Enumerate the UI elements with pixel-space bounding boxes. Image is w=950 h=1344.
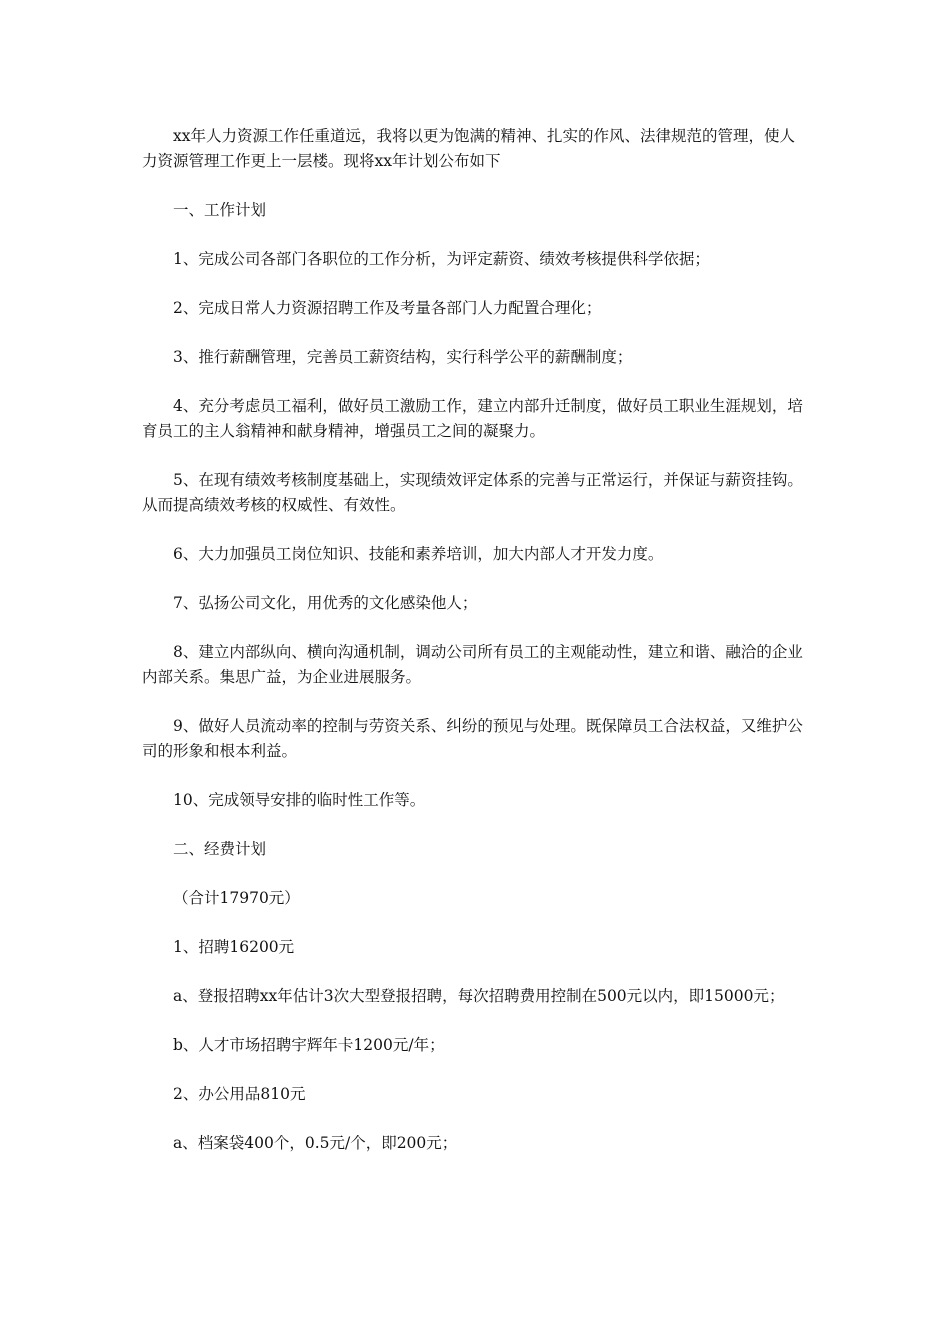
budget-subitem-file-bags: a、档案袋400个，0.5元/个，即200元； — [173, 1134, 458, 1152]
work-plan-item-9: 9、做好人员流动率的控制与劳资关系、纠纷的预见与处理。既保障员工合法权益，又维护公司的形象和根本利益。 — [142, 717, 803, 760]
work-plan-item-4: 4、充分考虑员工福利，做好员工激励工作，建立内部升迁制度，做好员工职业生涯规划，培育员工的主人翁精神和献身精神，增强员工之间的凝聚力。 — [142, 397, 803, 440]
work-plan-item-7: 7、弘扬公司文化，用优秀的文化感染他人； — [173, 594, 478, 612]
section-heading-budget-plan: 二、经费计划 — [173, 840, 267, 858]
work-plan-item-1: 1、完成公司各部门各职位的工作分析，为评定薪资、绩效考核提供科学依据； — [173, 250, 710, 268]
work-plan-item-8: 8、建立内部纵向、横向沟通机制，调动公司所有员工的主观能动性，建立和谐、融洽的企业内部关系。集思广益，为企业进展服务。 — [142, 643, 803, 686]
document-body — [142, 124, 810, 1180]
budget-item-recruitment: 1、招聘16200元 — [173, 938, 295, 956]
intro-paragraph: xx年人力资源工作任重道远，我将以更为饱满的精神、扎实的作风、法律规范的管理，使人力资源管理工作更上一层楼。现将xx年计划公布如下 — [142, 127, 795, 170]
budget-subitem-newspaper-ads: a、登报招聘xx年估计3次大型登报招聘，每次招聘费用控制在500元以内，即15000元； — [173, 987, 785, 1005]
budget-total: （合计17970元） — [173, 889, 300, 907]
work-plan-item-2: 2、完成日常人力资源招聘工作及考量各部门人力配置合理化； — [173, 299, 602, 317]
budget-item-office-supplies: 2、办公用品810元 — [173, 1085, 306, 1103]
budget-subitem-talent-market: b、人才市场招聘宇辉年卡1200元/年； — [173, 1036, 445, 1054]
work-plan-item-10: 10、完成领导安排的临时性工作等。 — [173, 791, 426, 809]
work-plan-item-5: 5、在现有绩效考核制度基础上，实现绩效评定体系的完善与正常运行，并保证与薪资挂钩。从而提高绩效考核的权威性、有效性。 — [142, 471, 803, 514]
section-heading-work-plan: 一、工作计划 — [173, 201, 267, 219]
work-plan-item-6: 6、大力加强员工岗位知识、技能和素养培训，加大内部人才开发力度。 — [173, 545, 664, 563]
work-plan-item-3: 3、推行薪酬管理，完善员工薪资结构，实行科学公平的薪酬制度； — [173, 348, 633, 366]
